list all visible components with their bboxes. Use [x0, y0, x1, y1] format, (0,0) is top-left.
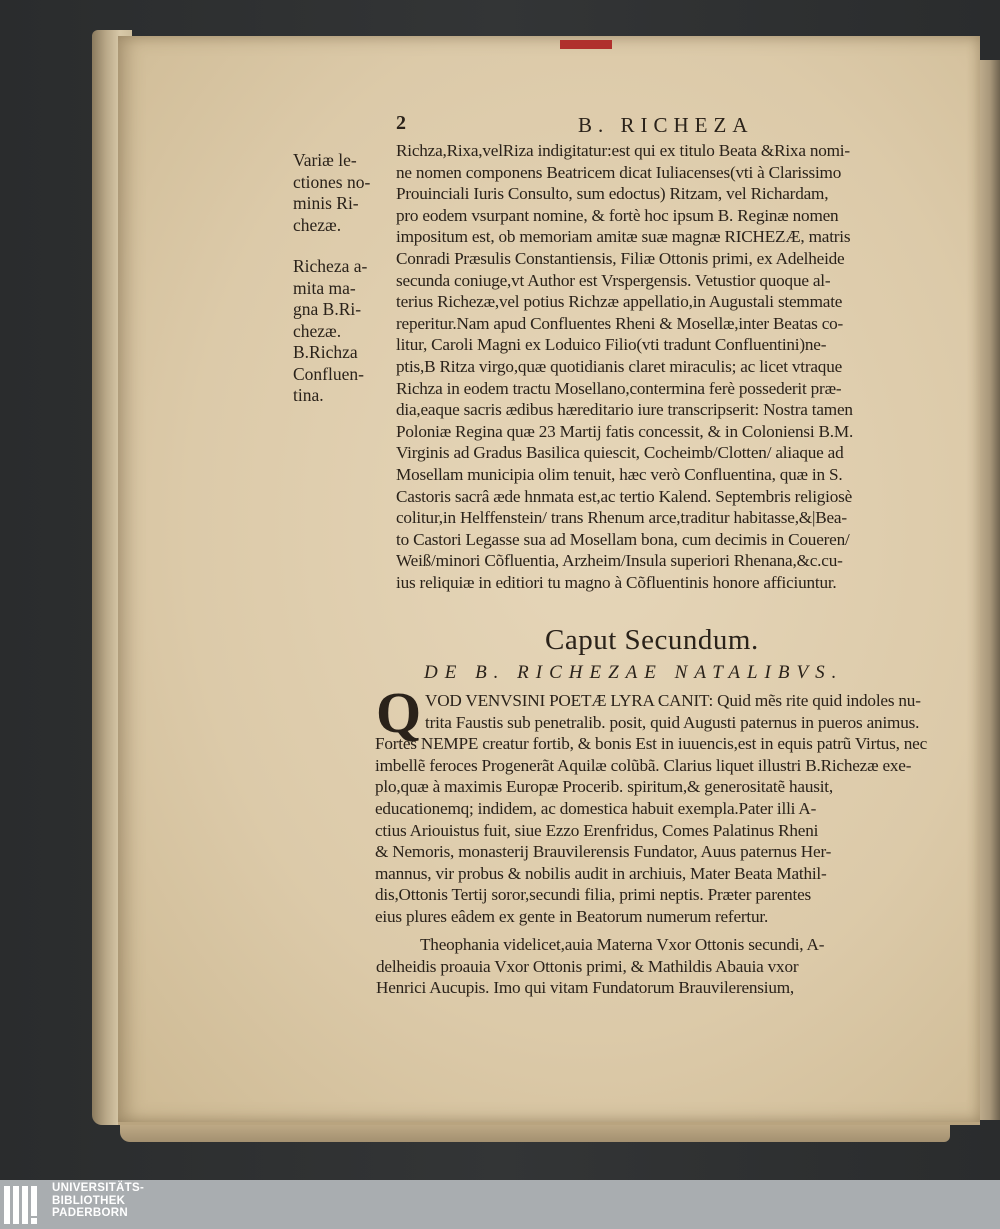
margin-note-richeza: Richeza a- mita ma- gna B.Ri- chezæ. B.Richza Confluen- tina. [293, 256, 368, 405]
text-line: Henrici Aucupis. Imo qui vitam Fundatorum Brauvilerensium, [376, 978, 795, 998]
library-name [52, 1182, 144, 1220]
text-line: Theophania videlicet,auia Materna Vxor Ottonis secundi, A- [420, 935, 825, 954]
library-name-line-1: UNIVERSITÄTS- [52, 1182, 145, 1194]
library-footer-bar [0, 1180, 1000, 1229]
library-name-line-3: PADERBORN [52, 1207, 128, 1219]
text-line: delheidis proauia Vxor Ottonis primi, & Mathildis Abauia vxor [376, 956, 799, 976]
text-line: litur, Caroli Magni ex Loduico Filio(vti tradunt Confluentini)ne- [396, 335, 827, 355]
text-line: dis,Ottonis Tertij soror,secundi filia, primi neptis. Præter parentes [375, 885, 812, 905]
text-block-2 [375, 690, 945, 928]
text-line: Poloniæ Regina quæ 23 Martij fatis concessit, & in Coloniensi B.M. [396, 421, 854, 441]
running-head: B. RICHEZA [578, 113, 754, 137]
text-line: terius Richezæ,vel potius Richzæ appellatio,in Augustali stemmate [396, 292, 843, 312]
text-line: colitur,in Helffenstein/ trans Rhenum arce,traditur habitasse,&|Bea- [396, 508, 847, 528]
page-number: 2 [396, 112, 406, 134]
text-block-3 [376, 934, 936, 999]
text-line: Richza in eodem tractu Mosellano,contermina ferè possederit præ- [396, 378, 842, 398]
chapter-subtitle: DE B. RICHEZAE NATALIBVS. [424, 662, 844, 683]
text-line: VOD VENVSINI POETÆ LYRA CANIT: Quid mẽs rite quid indoles nu- [425, 691, 921, 710]
text-line: ius reliquiæ in editiori tu magno à Cõfluentinis honore afficiuntur. [396, 572, 837, 592]
text-line: impositum est, ob memoriam amitæ suæ magnæ RICHEZÆ, matris [396, 227, 851, 247]
text-line: plo,quæ à maximis Europæ Procerib. spiritum,& generositatẽ hausit, [375, 777, 833, 797]
text-line: Mosellam municipia olim tenuit, hæc verò Confluentina, quæ in S. [396, 464, 843, 484]
text-block-1 [396, 140, 952, 593]
text-line: Richza,Rixa,velRiza indigitatur:est qui ex titulo Beata &Rixa nomi- [396, 141, 850, 160]
text-line: ctius Ariouistus fuit, siue Ezzo Erenfridus, Comes Palatinus Rheni [375, 820, 819, 840]
text-line: reperitur.Nam apud Confluentes Rheni & Mosellæ,inter Beatas co- [396, 313, 844, 333]
text-line: secunda coniuge,vt Author est Vrspergensis. Vetustior quoque al- [396, 270, 831, 290]
text-line: pro eodem vsurpant nomine, & fortè hoc ipsum B. Reginæ nomen [396, 205, 839, 225]
text-line: Prouinciali Iuris Consulto, sum edoctus) Ritzam, vel Richardam, [396, 184, 829, 204]
text-line: trita Faustis sub penetralib. posit, quid Augusti paternus in pueros animus. [425, 712, 920, 732]
text-line: eius plures eâdem ex gente in Beatorum numerum refertur. [375, 906, 769, 926]
margin-notes [293, 150, 393, 407]
margin-note-variae: Variæ le- ctiones no- minis Ri- chezæ. [293, 150, 371, 235]
text-line: & Nemoris, monasterij Brauvilerensis Fundator, Auus paternus Her- [375, 842, 832, 862]
chapter-title: Caput Secundum. [545, 624, 759, 656]
text-line: ptis,B Ritza virgo,quæ quotidianis claret miraculis; ac licet vtraque [396, 356, 843, 376]
bookmark-ribbon [560, 40, 612, 49]
text-line: imbellẽ feroces Progenerãt Aquilæ colũbã. Clarius liquet illustri B.Richezæ exe- [375, 755, 912, 775]
text-line: to Castori Legasse sua ad Mosellam bona, cum decimis in Coueren/ [396, 529, 850, 549]
text-line: Conradi Præsulis Constantiensis, Filiæ Ottonis primi, ex Adelheide [396, 248, 845, 268]
text-line: educationemq; indidem, ac domestica habuit exempla.Pater illi A- [375, 798, 817, 818]
text-line: Weiß/minori Cõfluentia, Arzheim/Insula superiori Rhenana,&c.cu- [396, 551, 843, 571]
text-line: Fortes NEMPE creatur fortib, & bonis Est in iuuencis,est in equis patrũ Virtus, nec [375, 734, 928, 754]
text-line: dia,eaque sacris ædibus hæreditario iure transcripserit: Nostra tamen [396, 400, 853, 420]
text-line: mannus, vir probus & nobilis audit in archiuis, Mater Beata Mathil- [375, 863, 827, 883]
library-name-line-2: BIBLIOTHEK [52, 1194, 126, 1207]
drop-cap: Q [376, 680, 422, 745]
library-logo-icon [2, 1182, 46, 1228]
text-line: ne nomen componens Beatricem dicat Iuliacenses(vti à Clarissimo [396, 162, 842, 182]
text-line: Virginis ad Gradus Basilica quiescit, Cocheimb/Clotten/ aliaque ad [396, 443, 844, 463]
text-line: Castoris sacrâ æde hnmata est,ac tertio Kalend. Septembris religiosè [396, 486, 853, 506]
